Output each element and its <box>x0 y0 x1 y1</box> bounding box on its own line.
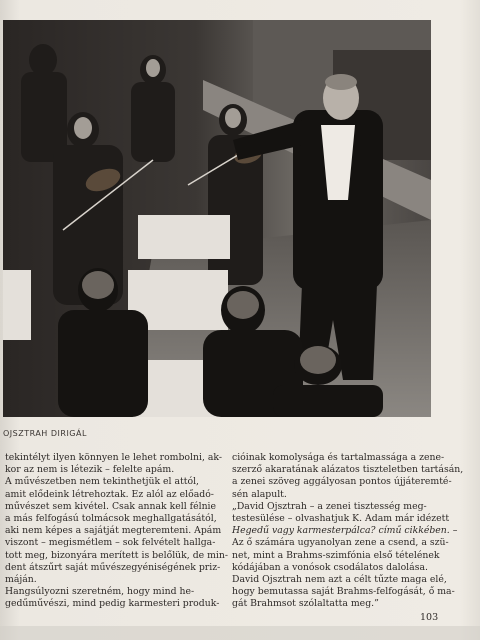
text-line: cióinak komolysága és tartalmassága a zene- <box>232 452 445 463</box>
text-line: a más felfogású tolmácsok meghallgatásától, <box>5 513 217 525</box>
text-line: David Ojsztrah nem azt a célt tűzte maga elé, <box>232 574 447 586</box>
text-line: amit elődeink létrehoztak. Ez alól az előadó- <box>5 488 214 500</box>
text-line: tekintélyt ilyen könnyen le lehet rombolni, ak- <box>5 452 223 463</box>
text-line: Hangsúlyozni szeretném, hogy mind he- <box>5 586 195 598</box>
page-number: 103 <box>420 612 439 623</box>
text-line: gedűművészi, mind pedig karmesteri produk- <box>5 598 220 610</box>
text-line: hogy bemutassa saját Brahms-felfogását, ő ma- <box>232 586 455 598</box>
text-line: gát Brahmsot szólaltatta meg.” <box>232 598 379 610</box>
text-column-right <box>232 452 464 611</box>
next-page-edge <box>0 626 480 640</box>
text-line: Az ő számára ugyanolyan zene a csend, a szü- <box>232 537 449 549</box>
text-line: testesülése – olvashatjuk K. Adam már idézett <box>232 513 450 525</box>
text-line: máján. <box>5 574 37 586</box>
orchestra-photo <box>3 20 431 417</box>
text-line: dent átszűrt saját művészegyéniségének priz- <box>5 561 221 573</box>
text-line: viszont – megismétlem – sok felvételt hallga- <box>5 537 216 549</box>
text-line: szerző akaratának alázatos tiszteletben tartásán, <box>232 464 464 476</box>
text-column-left <box>5 452 229 611</box>
text-line-italic-title: Hegedű vagy karmesterpálca? című cikkében. – <box>232 525 458 537</box>
text-line: kor az nem is létezik – felelte apám. <box>5 464 175 476</box>
conductor-photo-icon <box>3 20 431 417</box>
text-line: a zenei szöveg aggályosan pontos újjáteremté- <box>232 476 452 488</box>
text-line: aki nem képes a sajátját megteremteni. Apám <box>5 525 222 537</box>
text-line: művészet sem kivétel. Csak annak kell félnie <box>5 500 217 512</box>
text-line: kódájában a vonósok csodálatos dalolása. <box>232 561 428 573</box>
text-line: net, mint a Brahms-szimfónia első tételének <box>232 549 440 561</box>
text-line: sén alapult. <box>232 488 287 500</box>
text-line: tott meg, bizonyára merített is belőlük, de min- <box>5 549 229 561</box>
photo-caption: OJSZTRAH DIRIGÁL <box>3 429 87 438</box>
text-line: „David Ojsztrah – a zenei tisztesség meg- <box>232 500 427 512</box>
text-line: A művészetben nem tekinthetjük el attól, <box>5 476 200 488</box>
